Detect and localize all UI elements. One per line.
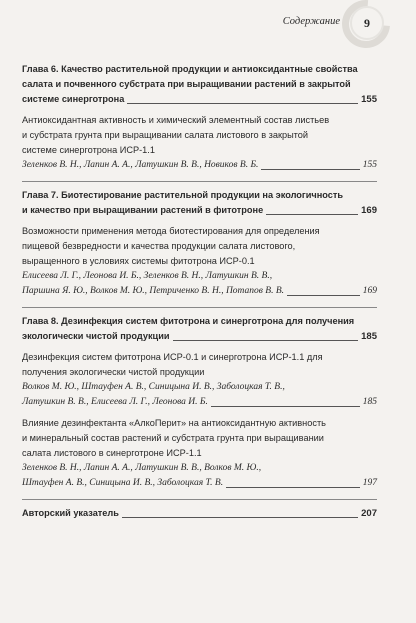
chapter-divider [22,181,377,182]
chapter-title-text: и качество при выращивании растений в фитотроне [22,205,264,215]
chapter-page-number[interactable]: 185 [361,331,377,342]
article-page-number[interactable]: 185 [362,397,377,407]
article-entry[interactable] [22,224,377,299]
chapter-entry[interactable] [22,62,377,173]
article-title-line: системе синерготрона ИСР-1.1 [22,145,155,155]
leader-line [226,487,360,488]
author-index-entry[interactable] [22,506,377,521]
chapter-page-number[interactable]: 155 [361,94,377,105]
article-authors-text: Штауфен А. В., Синицына И. В., Заболоцкая Т. В. [22,478,224,488]
leader-line [122,517,358,518]
article-authors-text: Паршина Я. Ю., Волков М. Ю., Петриченко В. Н., Потапов В. В. [22,286,285,296]
article-page-number[interactable]: 155 [362,160,377,170]
chapter-entry[interactable] [22,314,377,491]
running-header-title: Содержание [282,16,340,27]
chapter-entry[interactable] [22,188,377,299]
article-title-line: Дезинфекция систем фитотрона ИСР-0.1 и синерготрона ИСР-1.1 для [22,352,323,362]
article-title-line: выращенного в условиях системы фитотрона ИСР-0.1 [22,256,255,266]
leader-line [287,295,360,296]
article-title-line: Антиоксидантная активность и химический элементный состав листьев [22,115,330,125]
chapter-divider [22,307,377,308]
article-authors-line [22,476,377,491]
article-title-line: и минеральный состав растений и субстрата грунта при выращивании [22,433,324,443]
leader-line [266,214,358,215]
article-authors-line: Елисеева Л. Г., Леонова И. Б., Зеленков В. Н., Латушкин В. В., [22,271,273,281]
chapter-title-line [22,203,377,218]
article-title-line: пищевой безвредности и качества продукции салата листового, [22,241,296,251]
article-title-line: салата листового в синерготроне ИСР-1.1 [22,448,202,458]
article-authors-text: Латушкин В. В., Елисеева Л. Г., Леонова И. Б. [22,397,208,407]
article-title-line: Возможности применения метода биотестирования для определения [22,226,320,236]
chapter-title-line: Глава 8. Дезинфекция систем фитотрона и синерготрона для получения [22,316,355,326]
article-authors-line [22,158,377,173]
leader-line [261,169,359,170]
chapter-divider [22,499,377,500]
article-entry[interactable] [22,416,377,491]
article-entry[interactable] [22,113,377,173]
chapter-title-line: салата и почвенного субстрата при выращивании растений в закрытой [22,79,351,89]
chapter-page-number[interactable]: 169 [361,205,377,216]
article-authors-line [22,395,377,410]
article-authors-line: Волков М. Ю., Штауфен А. В., Синицына И. В., Заболоцкая Т. В., [22,382,285,392]
chapter-title-line [22,329,377,344]
author-index-title-line [22,506,377,521]
article-page-number[interactable]: 169 [362,286,377,296]
article-title-line: получения экологически чистой продукции [22,367,205,377]
author-index-title-text: Авторский указатель [22,508,119,518]
leader-line [211,406,360,407]
article-authors-text: Зеленков В. Н., Лапин А. А., Латушкин В. В., Новиков В. Б. [22,160,259,170]
page-number-badge: 9 [350,6,384,40]
chapter-title-line: Глава 7. Биотестирование растительной продукции на экологичность [22,190,344,200]
article-page-number[interactable]: 197 [362,478,377,488]
chapter-title-line [22,92,377,107]
chapter-title-text: экологически чистой продукции [22,331,170,341]
chapter-title-text: системе синерготрона [22,94,125,104]
table-of-contents [22,62,377,521]
leader-line [127,103,358,104]
author-index-page-number[interactable]: 207 [361,508,377,519]
article-authors-line: Зеленков В. Н., Лапин А. А., Латушкин В. В., Волков М. Ю., [22,463,262,473]
article-entry[interactable] [22,350,377,410]
leader-line [173,340,359,341]
article-title-line: и субстрата грунта при выращивании салата листового в закрытой [22,130,309,140]
article-title-line: Влияние дезинфектанта «АлкоПерит» на антиоксидантную активность [22,418,326,428]
article-authors-line [22,284,377,299]
chapter-title-line: Глава 6. Качество растительной продукции и антиоксидантные свойства [22,64,358,74]
